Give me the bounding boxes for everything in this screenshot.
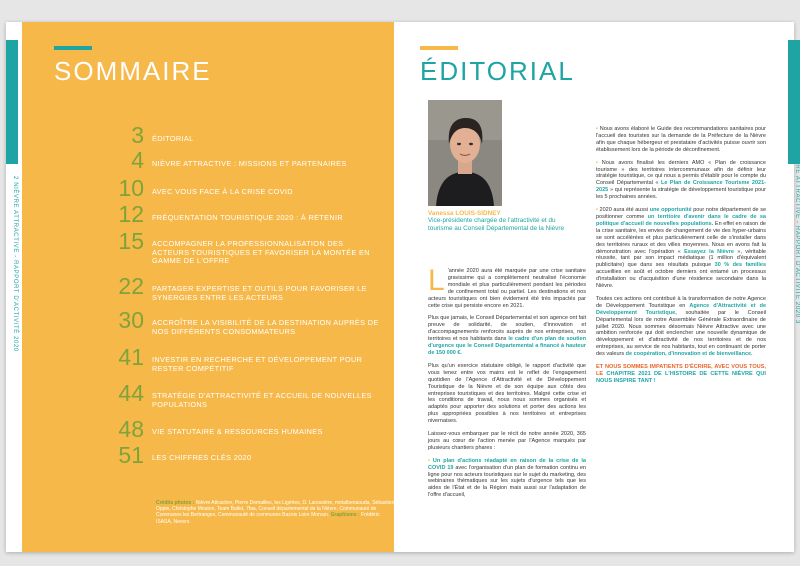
right-page	[400, 22, 800, 552]
toc-label: FRÉQUENTATION TOURISTIQUE 2020 : À RETENIR	[152, 213, 343, 222]
paragraph	[428, 315, 586, 356]
highlight: Agence d'Attractivité et de Développement Touristique,	[596, 302, 766, 316]
credits-graphisme-label: Graphisme :	[330, 512, 360, 519]
toc-label: ACCROÎTRE LA VISIBILITÉ DE LA DESTINATION AUPRÈS DE NOS DIFFÉRENTS CONSOMMATEURS	[152, 318, 379, 336]
author-portrait	[428, 100, 502, 206]
bullet-icon: •	[596, 126, 598, 132]
toc-label: AVEC VOUS FACE À LA CRISE COVID	[152, 187, 293, 196]
bullet-item	[596, 160, 766, 201]
paragraph: Plus qu'un exercice statutaire obligé, le rapport d'activité que vous tenez entre vos mains est le reflet de l'engagement quotidien de l'Agence d'Attractivité et de Développement Touristique de la Nièvre et de son équipe aux côtés des entreprises touristiques et des territoires. Malgré cette crise et les conditions de travail, nous nous sommes organisés et adaptés pour apporter des solutions et porter des actions les plus appropriées possibles à nos territoires et entreprises nivernaises.	[428, 362, 586, 425]
sommaire-panel	[22, 22, 394, 552]
paragraph-text: accueillies en août et octobre derniers ont entamé un processus d'installation ou d'acquisition d'une résidence secondaire dans la Nièvre.	[596, 269, 766, 290]
toc-page-number: 30	[118, 307, 144, 333]
credits-photos-label: Crédits photos :	[156, 500, 195, 506]
paragraph-text: Nous avons élaboré le Guide des recommandations sanitaires pour l'accueil des touristes sur la demande de la Préfecture de la Nièvre afin que chaque hébergeur et prestataire d'activités puisse ouvrir son établissement lors de la période de déconfinement.	[596, 126, 766, 153]
highlight: un territoire d'avenir dans le cadre de sa politique d'accueil de nouvelles populations.	[596, 213, 766, 227]
highlight: 30 % des familles	[714, 262, 767, 269]
highlight: le cadre d'un plan de soutien d'urgence que le Conseil Départemental a financé à hauteur de 150 000 €.	[428, 336, 587, 356]
toc-page-number: 44	[118, 380, 144, 406]
toc-page-number: 41	[118, 344, 144, 370]
toc-page-number: 12	[118, 201, 144, 227]
paragraph-text: Toutes ces actions ont contribué à la transformation de notre Agence de Développement Touristique en	[596, 295, 766, 309]
paragraph-text: Plus que jamais, le Conseil Départemental et son agence ont fait preuve de solidarité, de soutien, d'innovation et d'accompagnements renforcés auprès de nos entreprises, nos territoires et nos habitants dans	[428, 315, 586, 343]
author-block	[428, 210, 578, 232]
toc-label: LES CHIFFRES CLÉS 2020	[152, 453, 252, 462]
toc-page-number: 15	[118, 228, 144, 254]
drop-cap: L	[428, 264, 445, 297]
paragraph	[596, 296, 766, 358]
bullet-item	[596, 126, 766, 154]
magazine-spread	[6, 22, 800, 552]
left-page	[6, 22, 400, 552]
toc-label: NIÈVRE ATTRACTIVE : MISSIONS ET PARTENAIRES	[152, 159, 347, 168]
paragraph-text: 2020 aura été aussi	[599, 207, 649, 214]
paragraph-text: pour notre département de se positionner comme	[596, 207, 767, 220]
paragraph-text: avec l'organisation d'un plan de formation continu en ligne pour nos acteurs touristiques sur le sujet du marketing, des webinaires thématiques sur les sujets d'urgence tels que les aides de l'État et de la Région mais aussi sur l'adaptation de l'offre d'accueil,	[428, 464, 586, 499]
running-head-right: NIÈVRE ATTRACTIVE - RAPPORT D'ACTIVITÉ 2020 3	[794, 148, 800, 324]
author-role: Vice-présidente chargée de l'attractivité et du tourisme au Conseil Départemental de la Nièvre	[428, 217, 565, 232]
paragraph-text: 'année 2020 aura été marquée par une crise sanitaire gravissime qui a complètement neutralisé l'économie mondiale et plus particulièrement pendant les périodes de confinement total ou partiel. Les destinations et nos acteurs touristiques ont bien évidement été très impactés par cette crise qui persiste encore en 2021.	[428, 268, 586, 309]
credits-photos: Nièvre Attractive, Pierre Demailles, les Ligéries, D. Larossière, metalbenaouda, Sébastien Oppin, Christophe Mouton, Team Ballet, 7faa, Conseil départemental de la Nièvre, Communauté de Communes les Bertranges, Communauté de communes Bazois Loire Morvan.	[156, 500, 395, 519]
toc-page-number: 51	[118, 442, 144, 468]
page-tab-right	[788, 40, 800, 164]
closing-statement	[596, 364, 766, 385]
bullet-item	[428, 458, 586, 499]
highlight: de coopération, d'innovation et de bienveillance.	[625, 351, 753, 358]
page-tab-left	[6, 40, 18, 164]
running-head-left: 2 NIÈVRE ATTRACTIVE - RAPPORT D'ACTIVITÉ 2020	[12, 176, 18, 352]
toc-label: PARTAGER EXPERTISE ET OUTILS POUR FAVORISER LE SYNERGIES ENTRE LES ACTEURS	[152, 284, 367, 302]
toc-label: ACCOMPAGNER LA PROFESSIONNALISATION DES ACTEURS TOURISTIQUES ET FAVORISER LA MONTÉE EN GAMME DE L'OFFRE	[152, 239, 370, 266]
highlight: une opportunité	[649, 207, 692, 214]
paragraph	[428, 264, 586, 309]
paragraph-text: », véritable réussite, tant par son impact médiatique (1 million d'équivalent publicitaire) que dans ses résultats puisque	[596, 248, 766, 269]
page-title: SOMMAIRE	[54, 56, 212, 86]
toc-page-number: 10	[118, 175, 144, 201]
bullet-icon: •	[596, 207, 598, 214]
bullet-icon: •	[428, 457, 430, 464]
portrait-illustration	[428, 100, 502, 206]
toc-page-number: 22	[118, 273, 144, 299]
toc-page-number: 4	[131, 147, 144, 173]
closing-highlight: CHAPITRE 2021 DE L'HISTOIRE DE CETTE NIÈVRE QUI NOUS INSPIRE TANT !	[596, 371, 766, 385]
closing-text: ET NOUS SOMMES IMPATIENTS D'ÉCRIRE, AVEC VOUS TOUS, LE	[596, 364, 766, 378]
highlight: Un plan d'actions réadapté en raison de la crise de la COVID 19	[428, 457, 586, 471]
bullet-item	[596, 207, 766, 290]
page-title: ÉDITORIAL	[420, 56, 575, 86]
editorial-column-left	[428, 264, 587, 505]
paragraph-text: » qui représente la stratégie de développement touristique pour les 5 prochaines années.	[596, 187, 767, 201]
highlight: Essayez la Nièvre	[684, 248, 734, 255]
toc-page-number: 3	[131, 122, 144, 148]
toc-label: STRATÉGIE D'ATTRACTIVITÉ ET ACCUEIL DE NOUVELLES POPULATIONS	[152, 391, 372, 409]
highlight: Le Plan de Croissance Tourisme 2021-2025	[596, 180, 766, 194]
accent-bar	[420, 46, 458, 50]
credits	[156, 500, 396, 525]
paragraph: Laissez-vous embarquer par le récit de notre année 2020, 365 jours au cœur de l'action menée par l'Agence marqués par plusieurs chantiers phares :	[428, 431, 586, 451]
paragraph-text: Nous avons finalisé les derniers AMO « Plan de croissance tourisme » des territoires intercommunaux afin de définir leur stratégie touristique, ce qui nous a permis d'établir pour le compte du Conseil Départemental «	[596, 159, 766, 187]
editorial-column-right	[596, 126, 766, 385]
toc-label: INVESTIR EN RECHERCHE ET DÉVELOPPEMENT POUR RESTER COMPÉTITIF	[152, 355, 363, 373]
credits-graphisme: Frédéric ISASA, Nevers	[156, 512, 380, 525]
bullet-icon: •	[596, 159, 598, 166]
author-name: Vanessa LOUIS-SIDNEY	[428, 210, 501, 217]
paragraph-text: souhaitée par le Conseil Départemental lors de notre Assemblée Générale Extraordinaire de juillet 2020. Nous sommes désormais Nièvre Attractive avec une ambition renforcée qui doit enclencher une nouvelle dynamique de développement et d'attractivité de nos territoires et de nos entreprises, au service de nos habitants, tout en continuant de porter des valeurs	[596, 309, 767, 358]
toc-label: VIE STATUTAIRE & RESSOURCES HUMAINES	[152, 427, 323, 436]
toc-label: ÉDITORIAL	[152, 134, 194, 143]
toc-page-number: 48	[118, 416, 144, 442]
paragraph-text: En effet en raison de la crise sanitaire, les envies de changement de vie des hyper-urbains se sont accélérées et plus particulièrement celle de s'installer dans des territoires ruraux et des villes moyennes. Nous en avons fait la démonstration avec l'opération «	[596, 220, 766, 255]
accent-bar	[54, 46, 92, 50]
